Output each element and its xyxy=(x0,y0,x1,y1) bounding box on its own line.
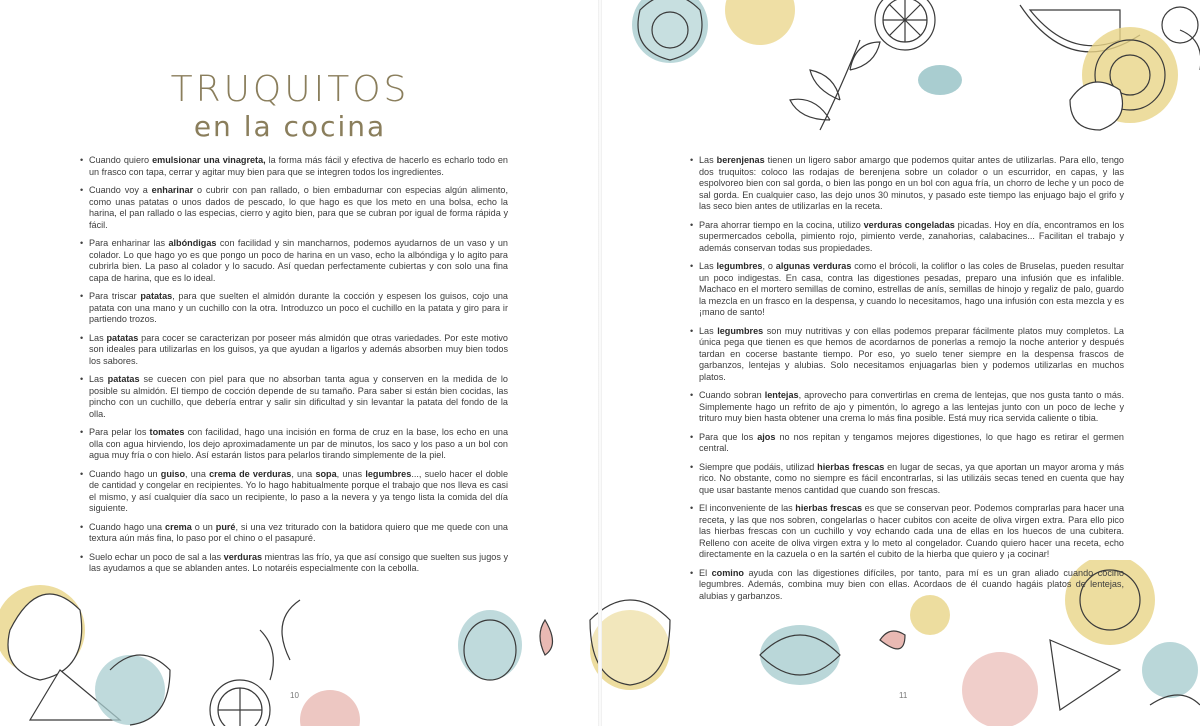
tip-keyword: legumbres xyxy=(717,325,764,336)
tip-keyword: patatas xyxy=(140,291,173,301)
tip-keyword: hierbas frescas xyxy=(817,461,885,472)
tip-item: • Las patatas para cocer se caracterizan por poseer más almidón que otras variedades. Por este motivo son ideales para utilizarlas en los guisos, ya que ayudan a ligarlos y además absorben muy bien todos los sabores. xyxy=(80,333,508,368)
tip-keyword: enharinar xyxy=(151,185,194,195)
page-number-left: 10 xyxy=(290,691,299,700)
tip-item: • Para triscar patatas, para que suelten el almidón durante la cocción y espesen los guisos, cojo una patata con una mano y un cuchillo con la otra. Introduzco un poco el cuchillo en la patata y giro para ir partiendo trozos. xyxy=(80,291,508,326)
fruit-illustration-top xyxy=(600,0,1200,150)
tip-keyword: guiso xyxy=(160,468,186,479)
page-number-right: 11 xyxy=(899,691,908,700)
tip-keyword: verduras xyxy=(223,551,263,562)
tip-item: • Las legumbres, o algunas verduras como el brócoli, la coliflor o las coles de Bruselas, pueden resultar un poco indigestas. En casa, contra las digestiones pesadas, preparo una infusión que es infalible. Machaco en el mortero semillas de comino, estrellas de anís, semillas de hinojo y regaliz de palo, guardo la mezcla en un frasco en la despensa, y cuando lo necesitamos, hago una infusión con esta mezcla y es ¡mano de santo! xyxy=(690,261,1124,319)
tip-keyword: legumbres xyxy=(365,468,412,479)
tip-keyword: patatas xyxy=(107,374,140,384)
tip-keyword: ajos xyxy=(757,431,776,442)
tip-item: • Siempre que podáis, utilizad hierbas frescas en lugar de secas, ya que aportan un mayor aroma y más rico. No obstante, como no siempre es fácil encontrarlas, si las utilizáis secas tened en cuenta que hay que usar bastante menos cantidad que cuando son frescas. xyxy=(690,462,1124,497)
tip-keyword: comino xyxy=(711,567,744,578)
right-tips-column xyxy=(690,155,1124,609)
tip-item: • Las patatas se cuecen con piel para que no absorban tanta agua y conserven en la medida de lo posible su almidón. El tiempo de cocción depende de su tamaño. Para saber si están bien cocidas, las pincho con un cuchillo, que debería entrar y salir sin dificultad y sin levantar la patata del fondo de la olla. xyxy=(80,374,508,420)
tip-keyword: lentejas xyxy=(764,390,799,400)
tip-keyword: algunas verduras xyxy=(775,261,852,271)
tip-keyword: tomates xyxy=(149,427,185,437)
tip-keyword: sopa xyxy=(315,468,337,479)
book-gutter xyxy=(598,0,602,726)
tip-item: • Para pelar los tomates con facilidad, hago una incisión en forma de cruz en la base, los echo en una olla con agua hirviendo, los dejo aproximadamente un par de minutos, los saco y los paso a un bol con agua muy fría o con hielo. Así estarán listos para pelarlos tirando simplemente de la piel. xyxy=(80,427,508,462)
tip-item: • Suelo echar un poco de sal a las verduras mientras las frío, ya que así consigo que suelten sus jugos y las ayudamos a que se ablanden antes. Lo notaréis especialmente con la cebolla. xyxy=(80,552,508,575)
tip-keyword: berenjenas xyxy=(716,155,765,165)
tip-keyword: verduras congeladas xyxy=(863,219,955,230)
tip-item: • El comino ayuda con las digestiones difíciles, por tanto, para mí es un gran aliado cuando cocino legumbres. Además, combina muy bien con ellas. Acordaos de él cuando hagáis platos de lentejas, alubias y garbanzos. xyxy=(690,568,1124,603)
left-tips-column xyxy=(80,155,508,582)
tip-keyword: patatas xyxy=(106,332,139,343)
tip-item: • Cuando sobran lentejas, aprovecho para convertirlas en crema de lentejas, que nos gusta tanto o más. Simplemente hago un refrito de ajo y pimentón, lo agrego a las lentejas junto con un poco de leche y trituro muy bien hasta obtener una crema lo más fina posible. Está muy rica servida caliente o tibia. xyxy=(690,390,1124,425)
tip-item: • Para que los ajos no nos repitan y tengamos mejores digestiones, lo que hago es retirar el germen central. xyxy=(690,432,1124,455)
tip-item: • Cuando hago un guiso, una crema de verduras, una sopa, unas legumbres..., suelo hacer el doble de cantidad y congelar en recipientes. Yo lo hago habitualmente porque el trabajo que nos lleva es casi el mismo, y así cualquier día saco un recipiente, lo paso a la nevera y ya tengo lista la comida del día siguiente. xyxy=(80,469,508,515)
tip-keyword: puré xyxy=(215,521,236,532)
tip-item: • Las legumbres son muy nutritivas y con ellas podemos preparar fácilmente platos muy completos. La única pega que tienen es que hemos de acordarnos de ponerlas a remojo la noche anterior y después tardan en cocerse bastante tiempo. Por eso, yo suelo tener siempre en la despensa frascos de garbanzos, lentejas y alubias. Solo necesitamos enjuagarlas bien y podemos utilizarlas en muchos platos. xyxy=(690,326,1124,384)
tip-item: • Para ahorrar tiempo en la cocina, utilizo verduras congeladas picadas. Hoy en día, encontramos en los supermercados cebolla, pimiento rojo, pimiento verde, zanahorias, calabacines... Facilitan el trabajo y además conservan todas sus propiedades. xyxy=(690,220,1124,255)
tip-keyword: crema de verduras xyxy=(209,468,292,479)
tip-item: • Cuando hago una crema o un puré, si una vez triturado con la batidora quiero que me quede con una textura aún más fina, lo paso por el chino o el pasapuré. xyxy=(80,522,508,545)
right-tips-list xyxy=(690,155,1124,602)
tip-keyword: albóndigas xyxy=(168,238,217,248)
tip-keyword: legumbres xyxy=(716,261,763,271)
page-title xyxy=(150,70,430,144)
tip-keyword: emulsionar una vinagreta, xyxy=(152,155,266,165)
tip-keyword: hierbas frescas xyxy=(795,503,863,513)
title-line-2: en la cocina xyxy=(193,110,387,143)
left-tips-list xyxy=(80,155,508,575)
tip-item: • Cuando quiero emulsionar una vinagreta, la forma más fácil y efectiva de hacerlo es echarlo todo en un frasco con tapa, cerrar y agitar muy bien para que se integren todos los ingredientes. xyxy=(80,155,508,178)
title-line-1: TRUQUITOS xyxy=(170,69,410,110)
tip-item: • Cuando voy a enharinar o cubrir con pan rallado, o bien embadurnar con especias algún alimento, como unas patatas o unos dados de pescado, lo que hago es que los meto en una bolsa, echo la harina, el pan rallado o las especias, cierro y agito bien, para que se cubran por igual de forma rápida y fácil. xyxy=(80,185,508,231)
tip-item: • Las berenjenas tienen un ligero sabor amargo que podemos quitar antes de utilizarlas. Para ello, tengo dos truquitos: coloco las rodajas de berenjena sobre un colador o un escurridor, en capas, y las espolvoreo bien con sal gorda, o bien las pongo en un bol con agua fría, un chorro de leche y un poco de sal gorda. En cualquier caso, las dejo unos 30 minutos, y pasado este tiempo las enjuago bajo el grifo y las seco bien antes de utilizarlas en la receta. xyxy=(690,155,1124,213)
tip-item: • Para enharinar las albóndigas con facilidad y sin mancharnos, podemos ayudarnos de un vaso y un colador. Lo que hago yo es que pongo un poco de harina en un vaso, echo la albóndiga y lo agito para cubrirla bien. La paso al colador y lo sacudo. Así quedan perfectamente cubiertas y con solo una fina capa de harina, que es lo ideal. xyxy=(80,238,508,284)
tip-item: • El inconveniente de las hierbas frescas es que se conservan peor. Podemos comprarlas para hacer una receta, y las que nos sobren, congelarlas o hacer cubitos con aceite de oliva virgen extra. Para ello pico las hierbas frescas con un cuchillo y voy echando cada una de ellas en los huecos de una cubitera. Relleno con aceite de oliva virgen extra y lo meto al congelador. Cuando quiero hacer una receta, echo directamente en la cazuela o en la sartén el cubito de la hierba que quiero y ¡a cocinar! xyxy=(690,503,1124,561)
tip-keyword: crema xyxy=(165,521,192,532)
